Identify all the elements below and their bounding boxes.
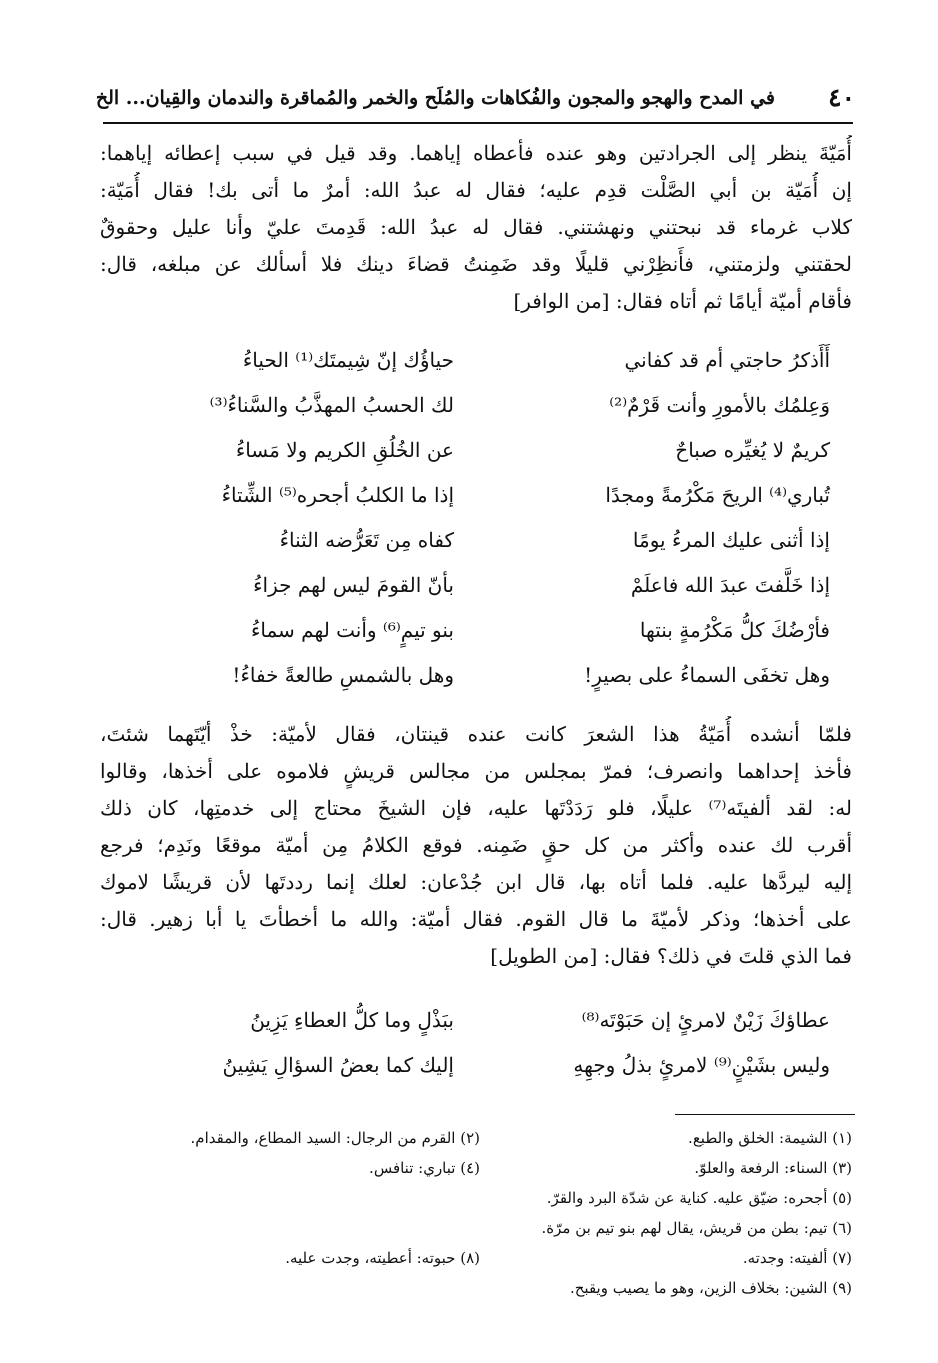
poem-1 bbox=[140, 338, 830, 698]
hemistich-first: أَأَذكرُ حاجتي أم قد كفاني bbox=[624, 348, 830, 372]
hemistich-first: تُباري⁽⁴⁾ الريحَ مَكْرُمةً ومجدًا bbox=[605, 483, 830, 507]
hemistich-second: وهل بالشمسِ طالعةً خفاءُ! bbox=[232, 663, 454, 687]
footnote: (٦) تيم: بطن من قريش، يقال لهم بنو تيم بن مرّة. bbox=[541, 1219, 852, 1237]
text-line: كلاب غرماء قد نبحتني ونهشتني. فقال له عبدُ الله: قَدِمتَ عليّ وأنا عليل وحقوقٌ bbox=[100, 215, 852, 239]
hemistich-first: وَعِلمُك بالأمورِ وأنت قَرْمٌ⁽²⁾ bbox=[609, 393, 830, 417]
hemistich-second: إذا ما الكلبُ أجحره⁽⁵⁾ الشِّتاءُ bbox=[221, 483, 454, 507]
footnote-row bbox=[90, 1213, 852, 1243]
hemistich-second: كفاه مِن تَعَرُّضه الثناءُ bbox=[279, 528, 454, 552]
verse bbox=[140, 653, 830, 698]
verse bbox=[140, 608, 830, 653]
text-line: أقرب لك عنده وأكثر من كل حقٍ ضَمِنه. فوقع الكلامُ مِن أميّة موقعًا ونَدِم؛ فرجع bbox=[100, 833, 852, 857]
text-line: إن أُمَيّة بن أبي الصَّلْت قدِم عليه؛ فقال له عبدُ الله: أمرٌ ما أتى بك! فقال أُمَيّة: bbox=[100, 178, 852, 202]
footnote-row bbox=[90, 1123, 852, 1153]
footnote-row bbox=[90, 1183, 852, 1213]
verse bbox=[140, 338, 830, 383]
footnote: (٨) حبوته: أعطيته، وجدت عليه. bbox=[285, 1249, 480, 1267]
footnote: (٥) أجحره: ضيّق عليه. كناية عن شدّة البرد والقرّ. bbox=[546, 1189, 852, 1207]
paragraph-2 bbox=[100, 716, 852, 975]
footnote-rule bbox=[675, 1114, 855, 1115]
paragraph-1 bbox=[100, 135, 852, 320]
verse bbox=[140, 563, 830, 608]
hemistich-second: بأنّ القومَ ليس لهم جزاءُ bbox=[253, 573, 454, 597]
text-line: فلمّا أنشده أُمَيّةُ هذا الشعرَ كانت عنده قينتان، فقال لأميّة: خذْ أيّتَهما شئتَ، bbox=[100, 722, 852, 746]
hemistich-second: لك الحسبُ المهذَّبُ والسَّناءُ⁽³⁾ bbox=[209, 393, 454, 417]
footnote: (٢) القرم من الرجال: السيد المطاع، والمقدام. bbox=[190, 1129, 480, 1147]
text-line: لحقتني ولزمتني، فأَنظِرْني قليلًا وقد ضَمِنتُ قضاءَ دينك فلا أسألك عن مبلغه، قال: bbox=[100, 252, 852, 276]
hemistich-first: كريمٌ لا يُغيِّره صباحٌ bbox=[675, 438, 830, 462]
footnote-row bbox=[90, 1243, 852, 1273]
footnote: (٧) ألفيته: وجدته. bbox=[742, 1249, 852, 1267]
page-number: ٤٠ bbox=[828, 83, 855, 112]
text-line: إليه ليردَّها عليه. فلما أتاه بها، قال ابن جُدْعان: لعلك إنما رددتَها لأن قريشًا لاموك bbox=[100, 870, 852, 894]
footnote: (٩) الشين: بخلاف الزين، وهو ما يصيب ويقبح. bbox=[569, 1279, 852, 1297]
text-line: فما الذي قلتَ في ذلك؟ فقال: [من الطويل] bbox=[490, 944, 852, 968]
poem-2 bbox=[140, 998, 830, 1088]
hemistich-second: حياؤُك إنّ شِيمتَك⁽¹⁾ الحياءُ bbox=[242, 348, 454, 372]
verse bbox=[140, 1043, 830, 1088]
hemistich-first: وليس بشَيْنٍ⁽⁹⁾ لامرئٍ بذلُ وجهِهِ bbox=[573, 1053, 830, 1077]
verse bbox=[140, 998, 830, 1043]
footnote: (٣) السناء: الرفعة والعلوّ. bbox=[694, 1159, 852, 1177]
footnote: (١) الشيمة: الخلق والطبع. bbox=[688, 1129, 852, 1147]
verse bbox=[140, 428, 830, 473]
hemistich-first: إذا خَلَّفتَ عبدَ الله فاعلَمْ bbox=[630, 573, 830, 597]
verse bbox=[140, 473, 830, 518]
hemistich-second: عن الخُلُقِ الكريم ولا مَساءُ bbox=[235, 438, 454, 462]
running-title: في المدح والهجو والمجون والفُكاهات والمُلَح والخمر والمُماقرة والندمان والقِيان... الخ bbox=[95, 87, 775, 109]
hemistich-first: وهل تخفَى السماءُ على بصيرٍ! bbox=[584, 663, 830, 687]
verse bbox=[140, 383, 830, 428]
hemistich-second: ببَذْلٍ وما كلُّ العطاءِ يَزِينُ bbox=[250, 1008, 454, 1032]
hemistich-first: عطاؤكَ زَيْنٌ لامرئٍ إن حَبَوْتَه⁽⁸⁾ bbox=[581, 1008, 830, 1032]
text-line: فأخذ إحداهما وانصرف؛ فمرّ بمجلس من مجالس قريشٍ فلاموه على أخذها، وقالوا bbox=[100, 759, 852, 783]
text-line: فأقام أميّة أيامًا ثم أتاه فقال: [من الوافر] bbox=[513, 289, 852, 313]
running-header bbox=[95, 83, 855, 123]
hemistich-first: فأرْضُكَ كلُّ مَكْرُمةٍ بنتها bbox=[639, 618, 830, 642]
footnote-row bbox=[90, 1273, 852, 1303]
header-rule bbox=[103, 122, 853, 124]
verse bbox=[140, 518, 830, 563]
hemistich-second: إليك كما بعضُ السؤالِ يَشِينُ bbox=[222, 1053, 454, 1077]
text-line: على أخذها؛ وذكر لأميّةَ ما قال القوم. فقال أميّة: والله ما أخطأتَ يا أبا زهير. قال: bbox=[100, 907, 852, 931]
hemistich-second: بنو تيمٍ⁽⁶⁾ وأنت لهم سماءُ bbox=[250, 618, 454, 642]
footnote: (٤) تباري: تنافس. bbox=[369, 1159, 480, 1177]
footnotes bbox=[90, 1123, 852, 1303]
text-line: أُمَيّةَ ينظر إلى الجرادتين وهو عنده فأعطاه إياهما. وقد قيل في سبب إعطائه إياهما: bbox=[100, 141, 852, 165]
footnote-row bbox=[90, 1153, 852, 1183]
text-line: له: لقد ألفيتَه⁽⁷⁾ عليلًا، فلو رَدَدْتَها عليه، فإن الشيخَ محتاج إلى خدمتِها، كان ذلك bbox=[100, 796, 852, 820]
hemistich-first: إذا أثنى عليك المرءُ يومًا bbox=[632, 528, 830, 552]
